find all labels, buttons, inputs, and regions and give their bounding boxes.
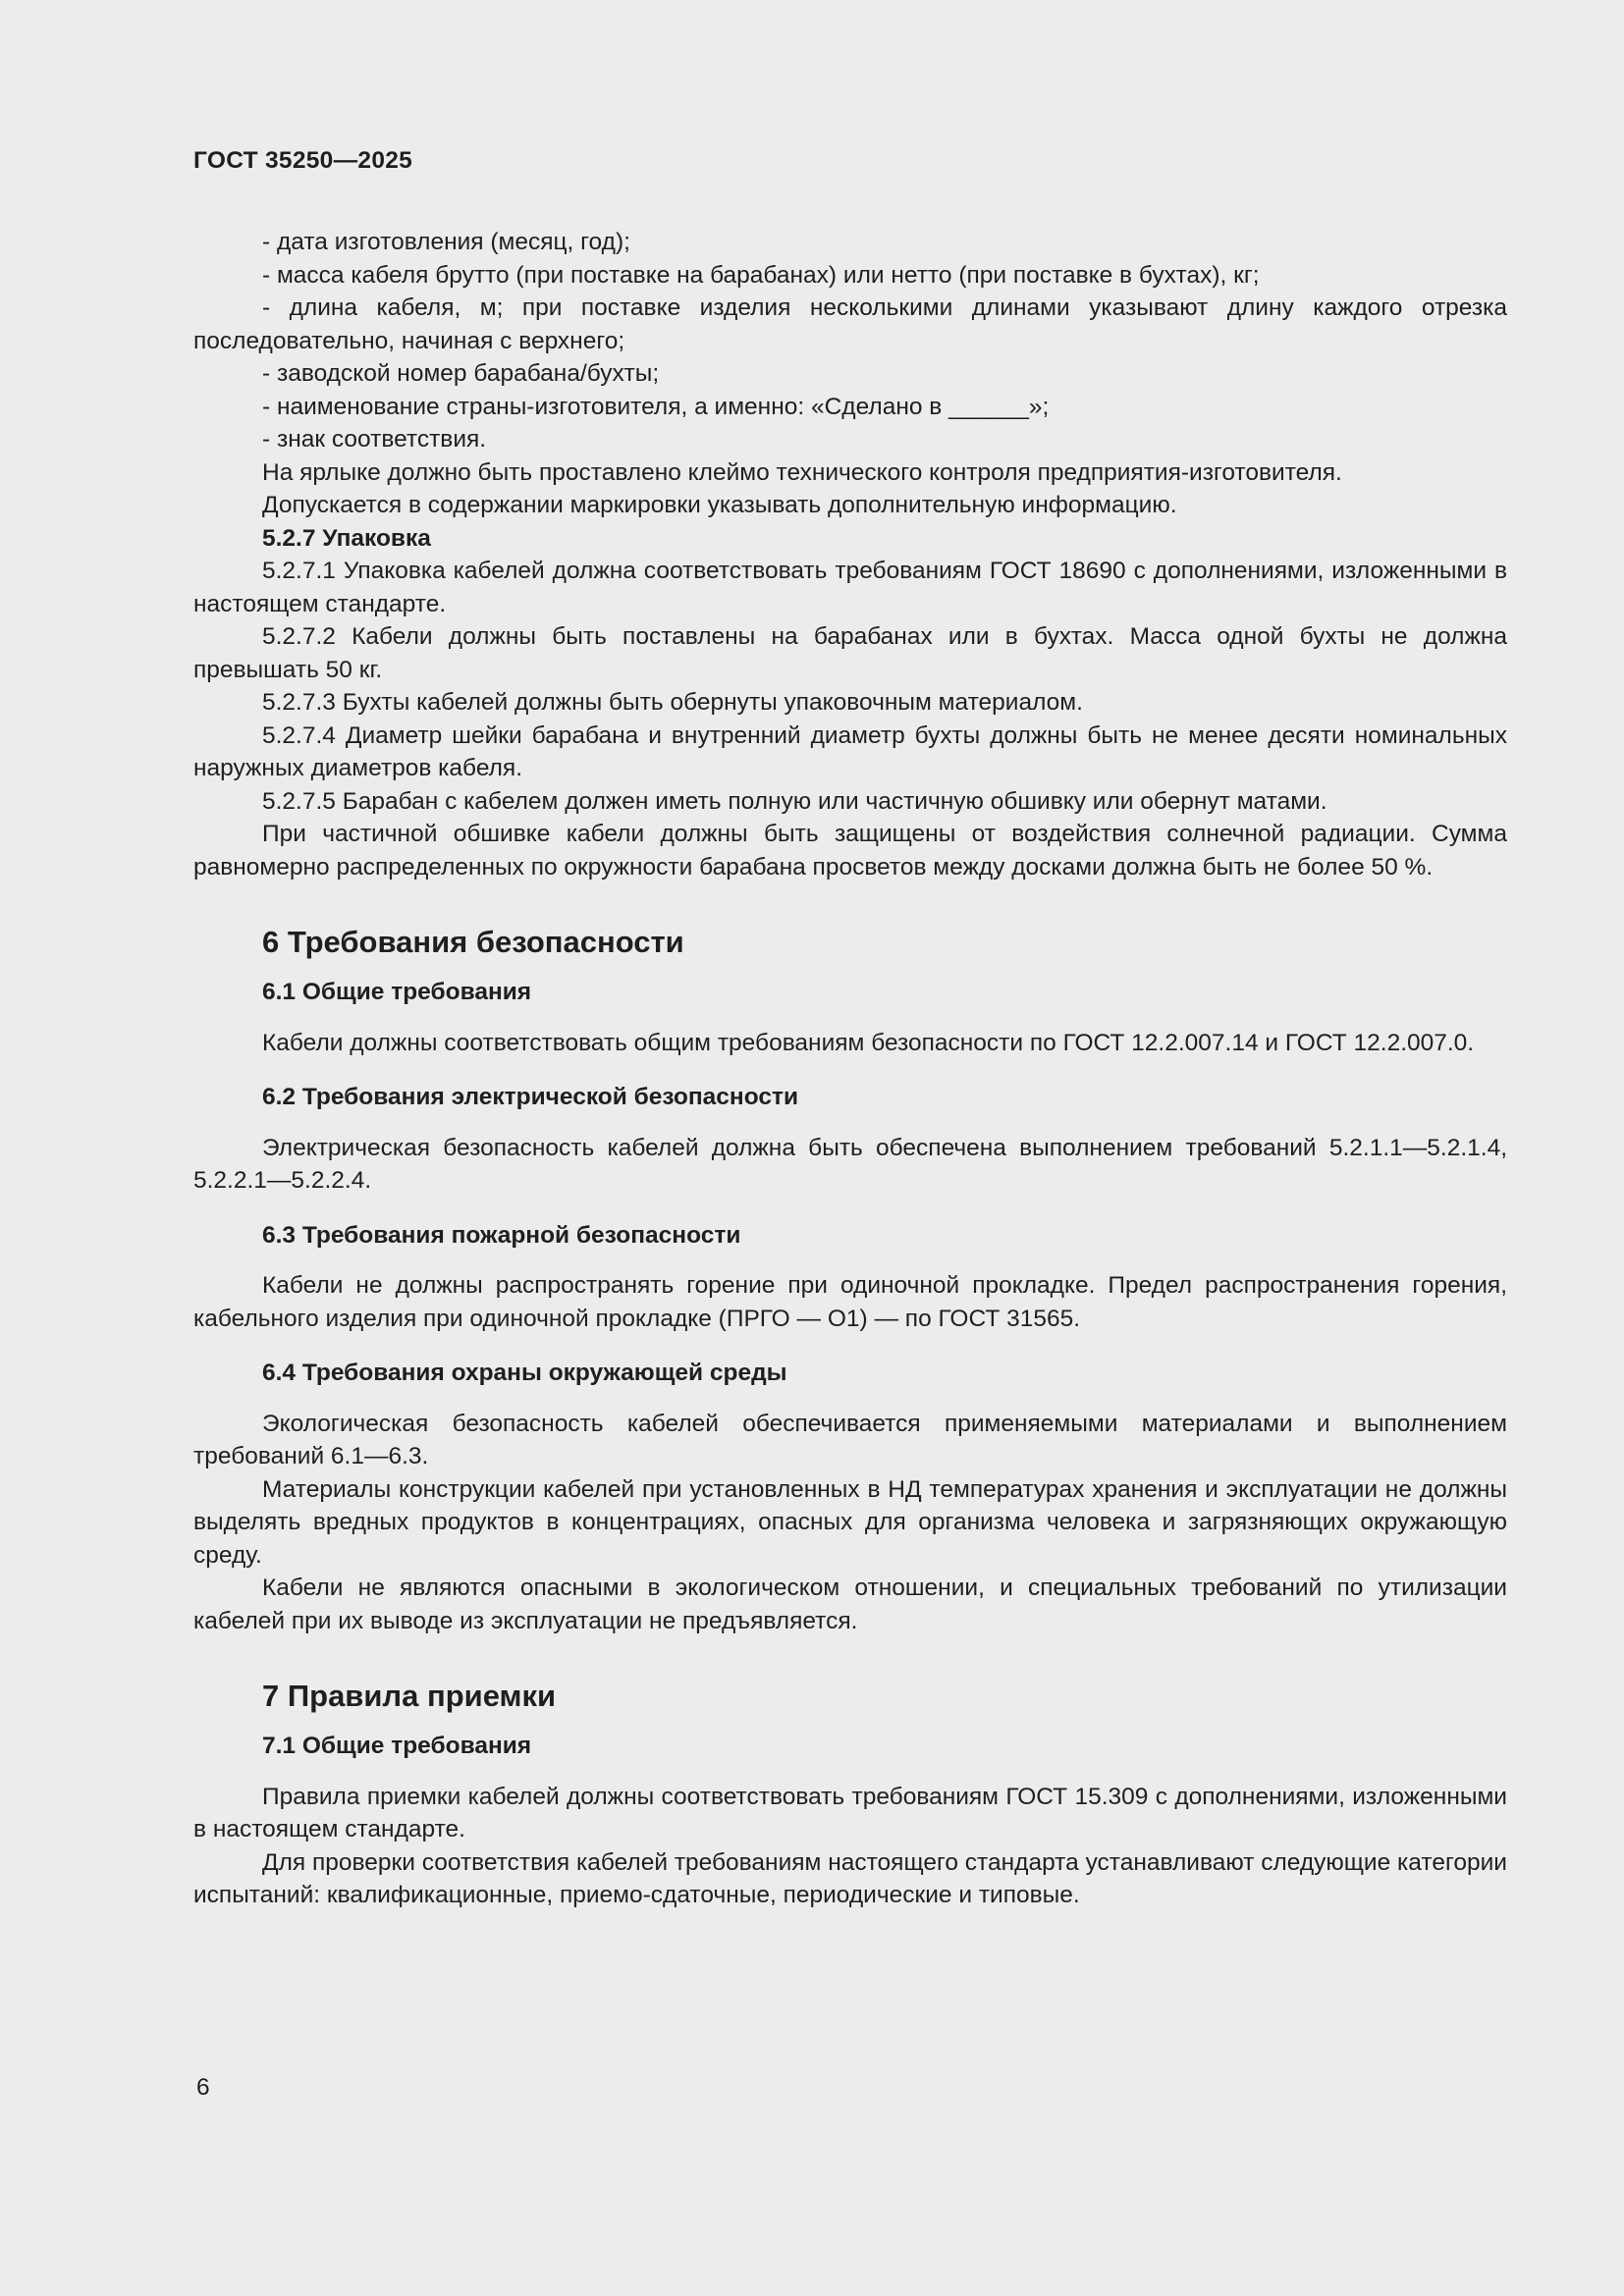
section-6-4-heading: 6.4 Требования охраны окружающей среды [262,1360,787,1386]
page-number: 6 [196,2074,210,2101]
section-6-1-heading: 6.1 Общие требования [262,979,532,1005]
marking-item: - наименование страны-изготовителя, а именно: «Сделано в ______»; [262,393,1050,420]
document-body [193,226,1507,1912]
packaging-item: 5.2.7.1 Упаковка кабелей должна соответствовать требованиям ГОСТ 18690 с дополнениями, изложенными в настоящем стандарте. [193,558,1507,617]
section-6-title: 6 Требования безопасности [262,925,684,959]
section-6-2-heading: 6.2 Требования электрической безопасности [262,1084,799,1110]
packaging-item: 5.2.7.4 Диаметр шейки барабана и внутренний диаметр бухты должны быть не менее десяти номинальных наружных диаметров кабеля. [193,721,1507,781]
section-6-1-text: Кабели должны соответствовать общим требованиям безопасности по ГОСТ 12.2.007.14 и ГОСТ 12.2.007.0. [262,1029,1475,1056]
additional-info-paragraph: Допускается в содержании маркировки указывать дополнительную информацию. [262,492,1177,518]
section-6-3-heading: 6.3 Требования пожарной безопасности [262,1221,741,1249]
section-7-title: 7 Правила приемки [262,1679,557,1713]
packaging-item: При частичной обшивке кабели должны быть защищены от воздействия солнечной радиации. Сумма равномерно распределенных по окружности барабана просветов между досками должна быть не более 50 %. [193,821,1507,881]
section-6-2-text: Электрическая безопасность кабелей должна быть обеспечена выполнением требований 5.2.1.1—5.2.1.4, 5.2.2.1—5.2.2.4. [193,1134,1507,1194]
packaging-item: 5.2.7.3 Бухты кабелей должны быть обернуты упаковочным материалом. [262,689,1083,716]
packaging-heading: 5.2.7 Упаковка [262,524,431,552]
section-7-1-paragraph: Для проверки соответствия кабелей требованиям настоящего стандарта устанавливают следующие категории испытаний: квалификационные, приемо-сдаточные, периодические и типовые. [193,1848,1507,1908]
marking-item: - заводской номер барабана/бухты; [262,360,660,387]
section-6-3-text: Кабели не должны распространять горение при одиночной прокладке. Предел распространения горения, кабельного изделия при одиночной прокладке (ПРГО — О1) — по ГОСТ 31565. [193,1272,1507,1332]
marking-item: - длина кабеля, м; при поставке изделия несколькими длинами указывают длину каждого отрезка последовательно, начиная с верхнего; [193,294,1507,354]
section-6-4-paragraph: Кабели не являются опасными в экологическом отношении, и специальных требований по утилизации кабелей при их выводе из эксплуатации не предъявляется. [193,1575,1507,1634]
marking-item: - дата изготовления (месяц, год); [262,229,630,255]
section-6-4-paragraph: Материалы конструкции кабелей при установленных в НД температурах хранения и эксплуатации не должны выделять вредных продуктов в концентрациях, опасных для организма человека и загрязняющих окружающую среду. [193,1475,1507,1569]
marking-item: - знак соответствия. [262,426,487,453]
section-7-1-heading: 7.1 Общие требования [262,1733,532,1759]
label-stamp-paragraph: На ярлыке должно быть проставлено клеймо технического контроля предприятия-изготовителя. [262,458,1342,486]
section-6-4-paragraph: Экологическая безопасность кабелей обеспечивается применяемыми материалами и выполнением требований 6.1—6.3. [193,1410,1507,1469]
packaging-item: 5.2.7.2 Кабели должны быть поставлены на барабанах или в бухтах. Масса одной бухты не должна превышать 50 кг. [193,623,1507,683]
section-7-1-paragraph: Правила приемки кабелей должны соответствовать требованиям ГОСТ 15.309 с дополнениями, изложенными в настоящем стандарте. [193,1783,1507,1842]
marking-item: - масса кабеля брутто (при поставке на барабанах) или нетто (при поставке в бухтах), кг; [262,261,1260,289]
packaging-item: 5.2.7.5 Барабан с кабелем должен иметь полную или частичную обшивку или обернут матами. [262,787,1327,815]
document-header: ГОСТ 35250—2025 [193,147,413,174]
